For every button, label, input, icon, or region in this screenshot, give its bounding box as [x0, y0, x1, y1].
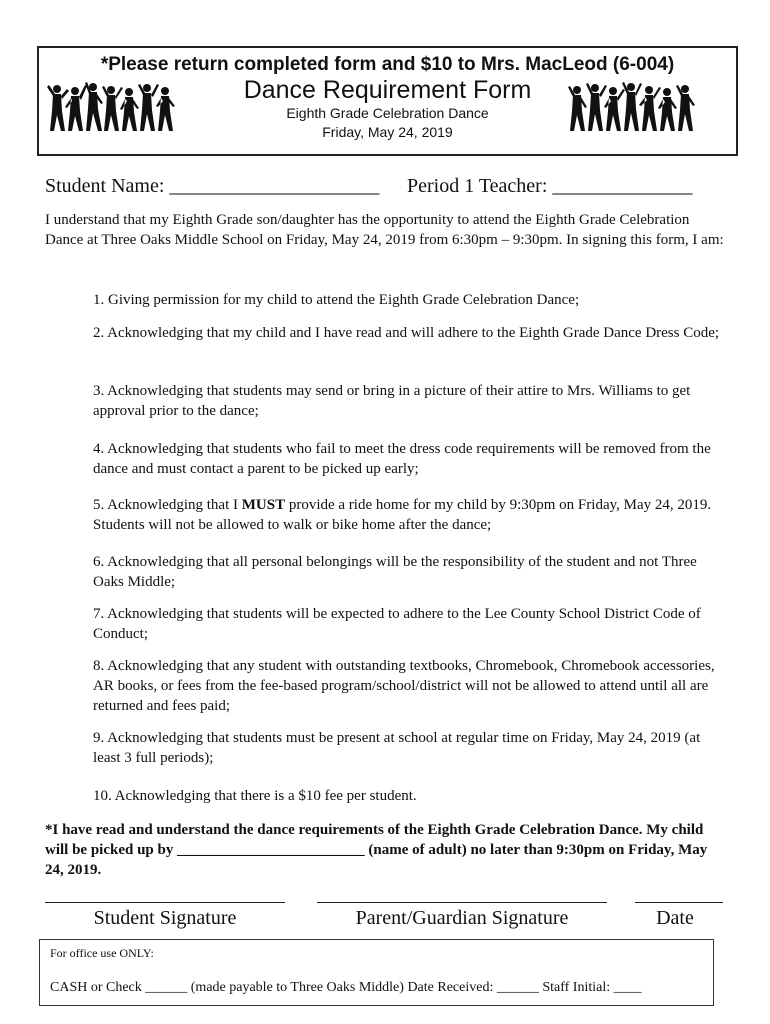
requirement-item-4: 4. Acknowledging that students who fail to meet the dress code requirements will be removed from the dance and must contact a parent to be picked up early;	[93, 441, 711, 477]
dancers-silhouette-icon	[567, 81, 697, 136]
period-teacher-field[interactable]: Period 1 Teacher: ______________	[407, 175, 693, 197]
requirement-item-1: 1. Giving permission for my child to attend the Eighth Grade Celebration Dance;	[93, 292, 580, 308]
requirement-item-3: 3. Acknowledging that students may send or bring in a picture of their attire to Mrs. Williams to get approval prior to the dance;	[93, 383, 691, 419]
office-use-title: For office use ONLY:	[50, 946, 154, 960]
form-subtitle: Eighth Grade Celebration Dance	[286, 105, 489, 121]
requirement-item-5	[93, 495, 725, 535]
student-name-field[interactable]: Student Name: _____________________	[45, 175, 380, 197]
dancers-silhouette-icon	[47, 81, 177, 136]
requirement-item-2: 2. Acknowledging that my child and I have read and will adhere to the Eighth Grade Dance Dress Code;	[93, 325, 720, 341]
intro-paragraph: I understand that my Eighth Grade son/daughter has the opportunity to attend the Eighth Grade Celebration Dance at Three Oaks Middle School on Friday, May 24, 2019 from 6:30pm – 9:30pm. In signing this form, I am:	[45, 212, 724, 248]
student-signature-label: Student Signature	[93, 907, 237, 929]
parent-signature-line[interactable]	[317, 902, 607, 903]
form-title: Dance Requirement Form	[243, 76, 532, 104]
parent-signature-label: Parent/Guardian Signature	[355, 907, 569, 929]
student-signature-line[interactable]	[45, 902, 285, 903]
date-label: Date	[656, 907, 694, 929]
item5-before: 5. Acknowledging that I	[93, 497, 242, 513]
requirement-item-8: 8. Acknowledging that any student with outstanding textbooks, Chromebook, Chromebook accessories, AR books, or fees from the fee-based program/school/district will not be allowed to attend until all are returned and fees paid;	[93, 658, 715, 714]
header-box	[37, 46, 738, 156]
requirement-item-10: 10. Acknowledging that there is a $10 fee per student.	[93, 788, 417, 804]
acknowledgement-statement: *I have read and understand the dance requirements of the Eighth Grade Celebration Dance. My child will be picked up by _________________________ (name of adult) no later than 9:30pm on Friday, May 24, 2019.	[45, 822, 708, 878]
item5-after: provide a ride home for my child by 9:30pm on Friday, May 24, 2019. Students will not be allowed to walk or bike home after the dance;	[93, 497, 712, 533]
requirement-item-7: 7. Acknowledging that students will be expected to adhere to the Lee County School District Code of Conduct;	[93, 606, 701, 642]
office-use-line: CASH or Check ______ (made payable to Three Oaks Middle) Date Received: ______ Staff Initial: ____	[50, 980, 642, 995]
return-notice: *Please return completed form and $10 to Mrs. MacLeod (6-004)	[100, 54, 675, 75]
item5-must: MUST	[241, 497, 286, 513]
requirement-item-6: 6. Acknowledging that all personal belongings will be the responsibility of the student and not Three Oaks Middle;	[93, 554, 697, 590]
form-date: Friday, May 24, 2019	[322, 124, 453, 140]
date-line[interactable]	[635, 902, 723, 903]
requirement-item-9: 9. Acknowledging that students must be present at school at regular time on Friday, May 24, 2019 (at least 3 full periods);	[93, 730, 701, 766]
office-use-box	[39, 939, 714, 1006]
